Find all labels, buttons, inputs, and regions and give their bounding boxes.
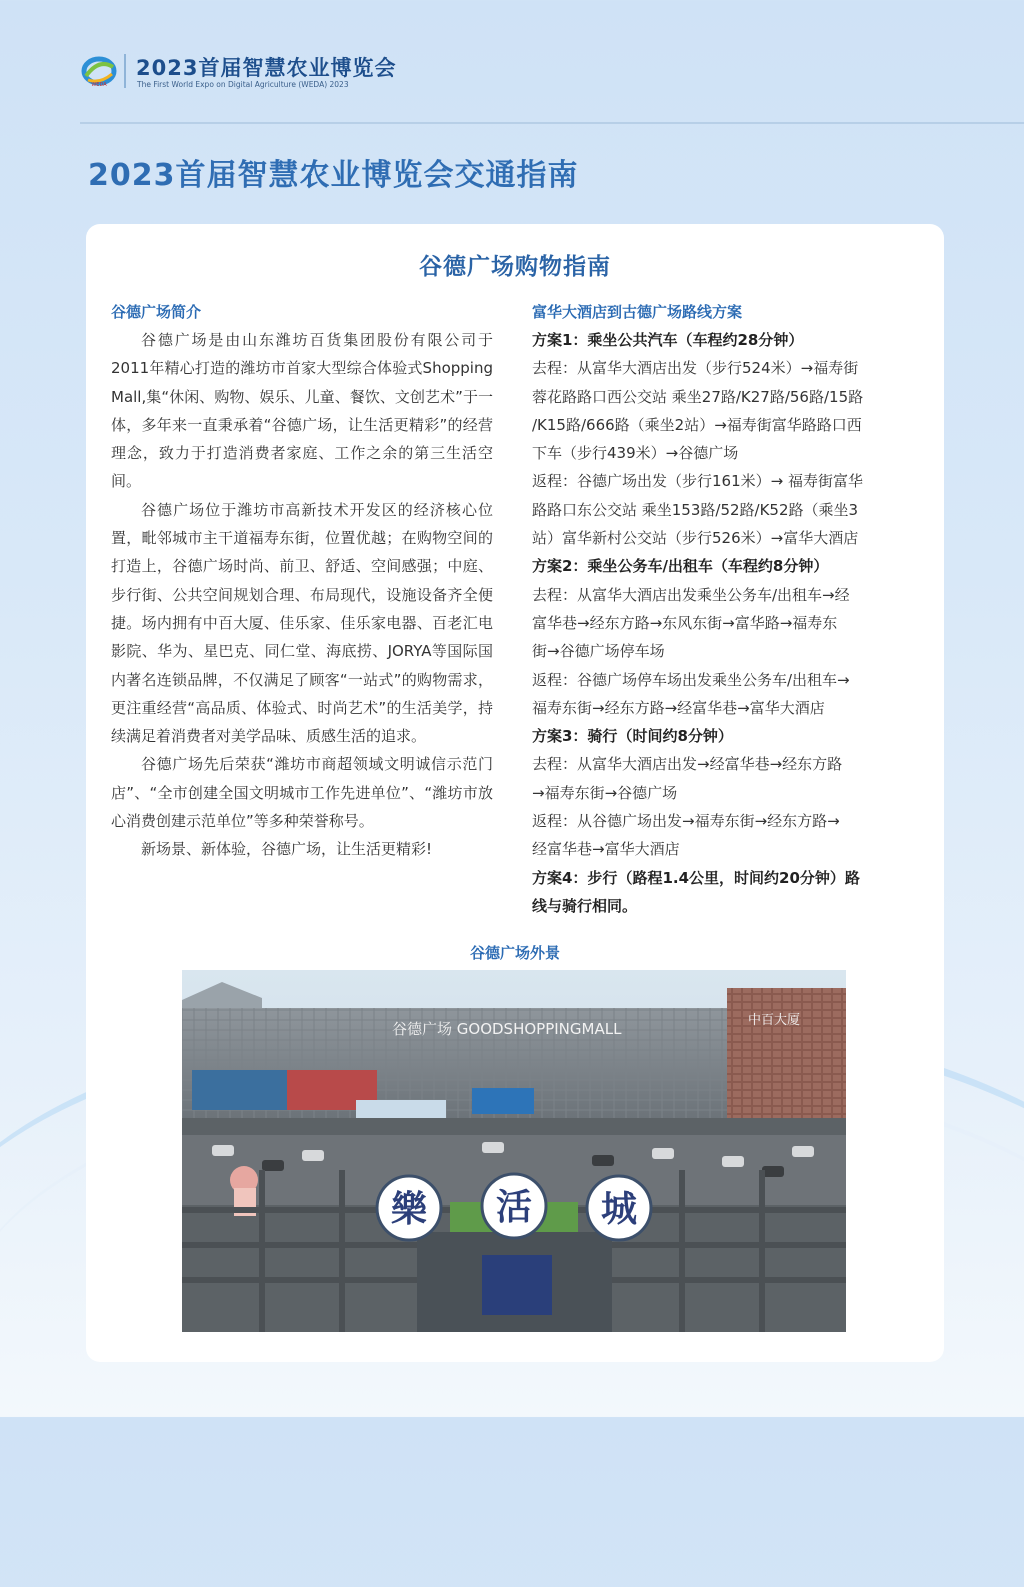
route-plan-heading: 方案4：步行（路程1.4公里，时间约20分钟）路 (532, 868, 860, 887)
header-rule (80, 122, 1024, 124)
intro-paragraph: 谷德广场先后荣获“潍坊市商超领域文明诚信示范门店”、“全市创建全国文明城市工作先进单位”、“潍坊市放心消费创建示范单位”等多种荣誉称号。 (111, 755, 493, 831)
route-line: 下车（步行439米）→谷德广场 (532, 444, 739, 463)
weda-logo-icon (80, 52, 118, 90)
route-lines (532, 326, 912, 920)
route-line: 蓉花路路口西公交站 乘坐27路/K27路/56路/15路 (532, 387, 864, 406)
photo-caption: 谷德广场外景 (469, 944, 560, 962)
mall-exterior-photo (182, 970, 846, 1332)
header-divider (124, 54, 126, 88)
arch-char: 活 (495, 1187, 533, 1228)
route-line: 街→谷德广场停车场 (532, 642, 665, 661)
route-plan-heading: 方案1：乘坐公共汽车（车程约28分钟） (532, 331, 804, 349)
intro-heading: 谷德广场简介 (111, 303, 202, 321)
route-plan-heading: 线与骑行相同。 (532, 896, 638, 915)
route-line: 去程：从富华大酒店出发（步行524米）→福寿街 (532, 359, 859, 378)
logo-text: WEDA (91, 82, 107, 88)
route-plan-heading: 方案3：骑行（时间约8分钟） (532, 727, 733, 746)
route-line: 返程：从谷德广场出发→福寿东街→经东方路→ (532, 812, 840, 831)
route-line: /K15路/666路（乘坐2站）→福寿街富华路路口西 (532, 415, 862, 434)
card-title: 谷德广场购物指南 (419, 254, 611, 280)
routes-column (532, 302, 912, 920)
intro-paragraph: 谷德广场位于潍坊市高新技术开发区的经济核心位置，毗邻城市主干道福寿东街，位置优越；在购物空间的打造上，谷德广场时尚、前卫、舒适、空间感强；中庭、步行街、公共空间规划合理、布局现代，设施设备齐全便捷。场内拥有中百大厦、佳乐家、佳乐家电器、百老汇电影院、华为、星巴克、同仁堂、海底捞、JORYA等国际国内著名连锁品牌，不仅满足了顾客“一站式”的购物需求，更注重经营“高品质、体验式、时尚艺术”的生活美学，持续满足着消费者对美学品味、质感生活的追求。 (111, 500, 493, 746)
route-line: →福寿东街→谷德广场 (532, 783, 678, 802)
intro-paragraph: 新场景、新体验，谷德广场，让生活更精彩! (141, 840, 433, 859)
route-line: 路路口东公交站 乘坐153路/52路/K52路（乘坐3 (532, 500, 859, 519)
zhongbai-sign: 中百大厦 (748, 1013, 801, 1028)
guide-card (86, 224, 944, 1362)
route-line: 返程：谷德广场停车场出发乘坐公务车/出租车→ (532, 670, 850, 689)
arch-char: 城 (600, 1189, 638, 1230)
route-line: 去程：从富华大酒店出发乘坐公务车/出租车→经 (532, 585, 850, 604)
route-line: 富华巷→经东方路→东风东街→富华路→福寿东 (532, 613, 838, 632)
route-line: 经富华巷→富华大酒店 (532, 840, 680, 859)
route-plan-heading: 方案2：乘坐公务车/出租车（车程约8分钟） (532, 557, 829, 576)
arch-char: 樂 (390, 1189, 428, 1230)
route-line: 福寿东街→经东方路→经富华巷→富华大酒店 (532, 698, 825, 717)
route-line: 返程：谷德广场出发（步行161米）→ 福寿街富华 (532, 472, 863, 491)
intro-paragraph: 谷德广场是由山东潍坊百货集团股份有限公司于2011年精心打造的潍坊市首家大型综合体验式Shopping Mall,集“休闲、购物、娱乐、儿童、餐饮、文创艺术”于一体，多年来一直秉承着“谷德广场，让生活更精彩”的经营理念，致力于打造消费者家庭、工作之余的第三生活空间。 (111, 331, 493, 491)
route-line: 站）富华新村公交站（步行526米）→富华大酒店 (532, 529, 859, 548)
route-line: 去程：从富华大酒店出发→经富华巷→经东方路 (532, 755, 843, 774)
expo-title: 2023首届智慧农业博览会 (136, 56, 397, 80)
page-title: 2023首届智慧农业博览会交通指南 (88, 158, 579, 193)
intro-column (111, 302, 493, 864)
expo-subtitle: The First World Expo on Digital Agriculture (WEDA) 2023 (137, 80, 349, 89)
routes-heading: 富华大酒店到古德广场路线方案 (532, 303, 743, 321)
mall-sign: 谷德广场 GOODSHOPPINGMALL (392, 1020, 622, 1038)
